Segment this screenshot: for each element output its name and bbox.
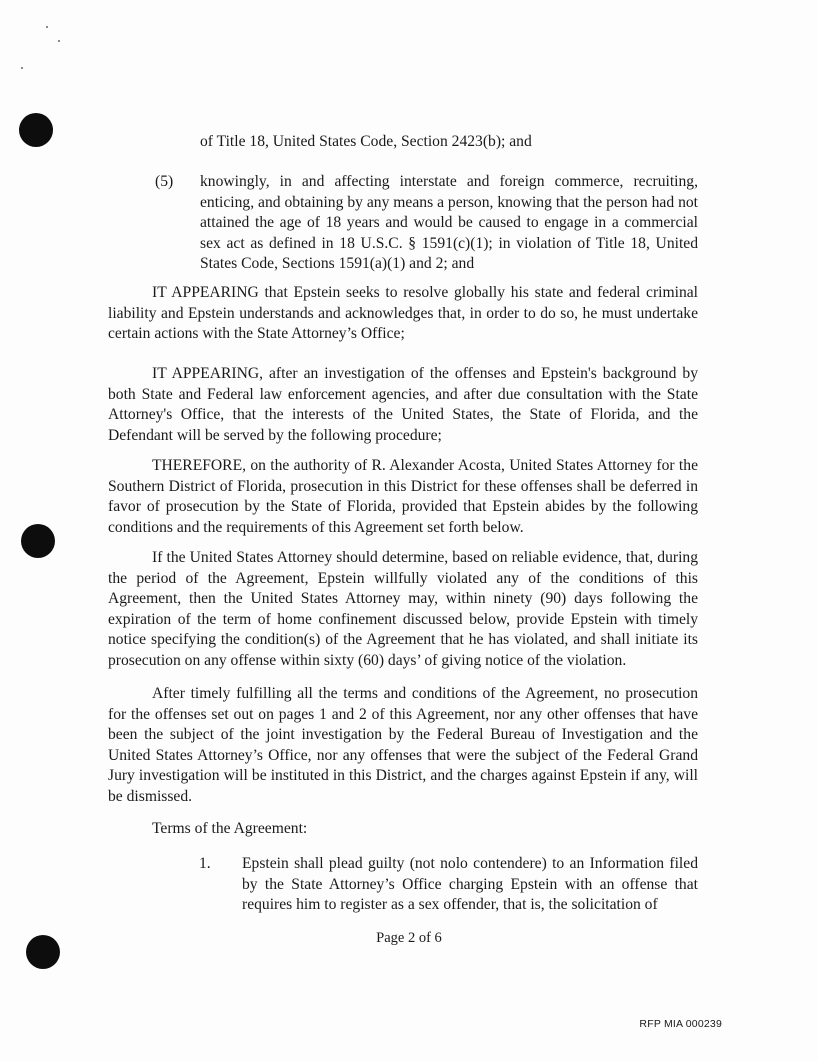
- term-number: 1.: [199, 855, 211, 872]
- bates-number: RFP MIA 000239: [639, 1018, 722, 1030]
- scan-speck: [21, 67, 23, 69]
- paragraph-it-appearing-2: IT APPEARING, after an investigation of the offenses and Epstein's background by both State and Federal law enforcement agencies, and after due consultation with the State Attorney's Office, that the interests of the United States, the State of Florida, and the Defendant will be served by the following procedure;: [108, 365, 698, 444]
- paragraph-it-appearing-1: IT APPEARING that Epstein seeks to resolve globally his state and federal criminal liability and Epstein understands and acknowledges that, in order to do so, he must undertake certain actions with the State Attorney’s Office;: [108, 284, 698, 343]
- scan-speck: [46, 26, 48, 28]
- page-number: Page 2 of 6: [376, 930, 442, 946]
- item-number: (5): [155, 173, 174, 190]
- scan-speck: [58, 40, 60, 42]
- terms-heading: Terms of the Agreement:: [152, 820, 308, 837]
- item-text: knowingly, in and affecting interstate and foreign commerce, recruiting, enticing, and obtaining by any means a person, knowing that the person had not attained the age of 18 years and would be caused to engage in a commercial sex act as defined in 18 U.S.C. § 1591(c)(1); in violation of Title 18, United States Code, Sections 1591(a)(1) and 2; and: [200, 173, 698, 273]
- term-text: Epstein shall plead guilty (not nolo contendere) to an Information filed by the State Attorney’s Office charging Epstein with an offense that requires him to register as a sex offender, that is, the solicitation of: [242, 855, 698, 914]
- paragraph-violation: If the United States Attorney should determine, based on reliable evidence, that, during the period of the Agreement, Epstein willfully violated any of the conditions of this Agreement, then the United States Attorney may, within ninety (90) days following the expiration of the term of home confinement discussed below, provide Epstein with timely notice specifying the condition(s) of the Agreement that he has violated, and shall initiate its prosecution on any offense within sixty (60) days’ of giving notice of the violation.: [108, 549, 698, 669]
- punch-hole-middle: [21, 524, 55, 558]
- paragraph-therefore: THEREFORE, on the authority of R. Alexander Acosta, United States Attorney for the Southern District of Florida, prosecution in this District for these offenses shall be deferred in favor of prosecution by the State of Florida, provided that Epstein abides by the following conditions and the requirements of this Agreement set forth below.: [108, 457, 698, 536]
- paragraph-dismissal: After timely fulfilling all the terms and conditions of the Agreement, no prosecution for the offenses set out on pages 1 and 2 of this Agreement, nor any other offenses that have been the subject of the joint investigation by the Federal Bureau of Investigation and the United States Attorney’s Office, nor any offenses that were the subject of the Federal Grand Jury investigation will be instituted in this District, and the charges against Epstein if any, will be dismissed.: [108, 685, 698, 805]
- continuation-line: of Title 18, United States Code, Section 2423(b); and: [200, 133, 532, 150]
- punch-hole-top: [19, 113, 53, 147]
